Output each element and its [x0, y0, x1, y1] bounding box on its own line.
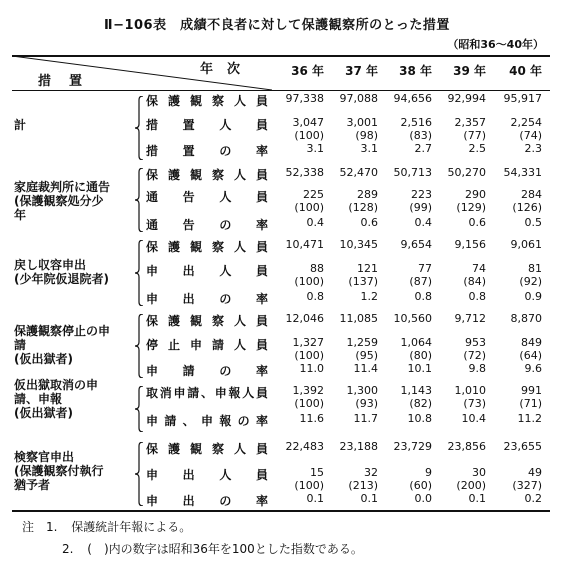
cell-value: 52,470: [339, 166, 378, 179]
table-cell: [322, 262, 378, 288]
cell-value: 849: [521, 336, 542, 349]
row-label: 保護観察人員: [146, 314, 268, 328]
table-cell: [322, 290, 378, 303]
cell-value: 1,300: [346, 384, 378, 397]
cell-value: 12,046: [285, 312, 324, 325]
table-cell: [322, 492, 378, 505]
table-cell: [268, 216, 324, 229]
cell-index: (128): [348, 201, 378, 214]
cell-index: (92): [519, 275, 542, 288]
cell-value: 3,047: [292, 116, 324, 129]
cell-value: 23,188: [339, 440, 378, 453]
table-cell: [268, 362, 324, 375]
cell-index: (200): [456, 479, 486, 492]
cell-value: 1,327: [292, 336, 324, 349]
cell-value: 9.8: [468, 362, 486, 375]
table-cell: [322, 384, 378, 410]
cell-value: 10.4: [461, 412, 486, 425]
table-cell: [430, 466, 486, 492]
note-2: [62, 540, 363, 557]
table-cell: [268, 312, 324, 325]
note-1-marker: 注 1.: [22, 520, 58, 534]
cell-value: 1,392: [292, 384, 324, 397]
cell-value: 3.1: [306, 142, 324, 155]
year-header-40: 40 年: [509, 64, 542, 78]
row-label: 申出の率: [146, 494, 268, 508]
cell-value: 0.8: [468, 290, 486, 303]
group-label: [14, 450, 132, 492]
cell-value: 290: [465, 188, 486, 201]
table-cell: [486, 142, 542, 155]
table-cell: [486, 166, 542, 179]
group-label-line: 計: [14, 118, 27, 132]
cell-index: (99): [409, 201, 432, 214]
table-cell: [376, 92, 432, 105]
group-brace: [134, 168, 144, 232]
table-cell: [322, 412, 378, 425]
cell-value: 15: [310, 466, 324, 479]
cell-value: 223: [411, 188, 432, 201]
group-label-line: 請: [14, 338, 27, 352]
row-label: 通告の率: [146, 218, 268, 232]
cell-value: 52,338: [285, 166, 324, 179]
cell-value: 88: [310, 262, 324, 275]
cell-index: (137): [348, 275, 378, 288]
cell-value: 0.8: [414, 290, 432, 303]
table-cell: [268, 116, 324, 142]
table-cell: [376, 216, 432, 229]
cell-index: (60): [409, 479, 432, 492]
year-header-38: 38 年: [399, 64, 432, 78]
cell-index: (77): [463, 129, 486, 142]
group-label-line: 家庭裁判所に通告: [14, 180, 111, 194]
cell-value: 97,338: [285, 92, 324, 105]
group-brace: [134, 442, 144, 506]
cell-value: 94,656: [393, 92, 432, 105]
table-cell: [322, 216, 378, 229]
table-cell: [268, 188, 324, 214]
table-cell: [430, 188, 486, 214]
table-cell: [376, 492, 432, 505]
cell-value: 9,712: [454, 312, 486, 325]
cell-index: (71): [519, 397, 542, 410]
row-label: 申出人員: [146, 264, 268, 278]
cell-index: (213): [348, 479, 378, 492]
table-cell: [376, 384, 432, 410]
cell-value: 284: [521, 188, 542, 201]
table-cell: [322, 188, 378, 214]
table-cell: [430, 166, 486, 179]
cell-value: 54,331: [503, 166, 542, 179]
cell-value: 2.7: [414, 142, 432, 155]
table-cell: [376, 290, 432, 303]
note-1-text: 保護統計年報による。: [71, 520, 192, 534]
cell-value: 1,064: [400, 336, 432, 349]
group-label-line: 年: [14, 208, 27, 222]
group-label-line: 仮出獄取消の申: [14, 378, 99, 392]
table-cell: [376, 362, 432, 375]
cell-value: 30: [472, 466, 486, 479]
cell-value: 0.1: [306, 492, 324, 505]
cell-value: 0.4: [414, 216, 432, 229]
cell-value: 11.6: [299, 412, 324, 425]
cell-index: (72): [463, 349, 486, 362]
cell-index: (95): [355, 349, 378, 362]
cell-index: (126): [512, 201, 542, 214]
table-cell: [430, 336, 486, 362]
table-cell: [268, 384, 324, 410]
cell-value: 991: [521, 384, 542, 397]
cell-value: 0.2: [524, 492, 542, 505]
cell-value: 10,471: [285, 238, 324, 251]
cell-index: (64): [519, 349, 542, 362]
cell-value: 2,516: [400, 116, 432, 129]
cell-value: 0.1: [468, 492, 486, 505]
cell-value: 11,085: [339, 312, 378, 325]
table-cell: [376, 166, 432, 179]
bottom-rule: [12, 510, 550, 512]
table-cell: [486, 336, 542, 362]
cell-index: (100): [294, 129, 324, 142]
cell-value: 1,143: [400, 384, 432, 397]
table-cell: [376, 238, 432, 251]
cell-value: 97,088: [339, 92, 378, 105]
table-cell: [268, 412, 324, 425]
table-period: （昭和36〜40年）: [447, 38, 544, 51]
cell-value: 0.1: [360, 492, 378, 505]
cell-index: (129): [456, 201, 486, 214]
table-cell: [430, 384, 486, 410]
table-cell: [322, 142, 378, 155]
table-cell: [430, 116, 486, 142]
table-cell: [486, 412, 542, 425]
table-cell: [430, 362, 486, 375]
cell-index: (87): [409, 275, 432, 288]
cell-value: 50,713: [393, 166, 432, 179]
cell-value: 9,654: [400, 238, 432, 251]
group-label: [14, 324, 132, 366]
table-cell: [376, 262, 432, 288]
table-cell: [486, 492, 542, 505]
group-brace: [134, 386, 144, 432]
table-cell: [430, 238, 486, 251]
table-cell: [322, 166, 378, 179]
cell-value: 95,917: [503, 92, 542, 105]
cell-value: 9: [425, 466, 432, 479]
table-cell: [268, 166, 324, 179]
cell-index: (327): [512, 479, 542, 492]
group-label-line: (保護観察処分少: [14, 194, 104, 208]
cell-value: 0.9: [524, 290, 542, 303]
group-label-line: 保護観察停止の申: [14, 324, 111, 338]
group-label: [14, 118, 132, 132]
table-cell: [376, 116, 432, 142]
table-cell: [430, 216, 486, 229]
table-cell: [430, 262, 486, 288]
cell-index: (100): [294, 275, 324, 288]
cell-value: 0.4: [306, 216, 324, 229]
table-cell: [486, 466, 542, 492]
cell-value: 121: [357, 262, 378, 275]
table-cell: [268, 440, 324, 453]
year-header-37: 37 年: [345, 64, 378, 78]
table-cell: [322, 238, 378, 251]
table-cell: [486, 216, 542, 229]
table-cell: [268, 290, 324, 303]
table-cell: [486, 440, 542, 453]
table-cell: [486, 384, 542, 410]
cell-index: (100): [294, 479, 324, 492]
cell-index: (100): [294, 397, 324, 410]
cell-index: (100): [294, 201, 324, 214]
cell-value: 10,560: [393, 312, 432, 325]
note-2-marker: 2.: [62, 542, 74, 556]
row-label: 取消申請、申報人員: [146, 386, 268, 400]
cell-value: 74: [472, 262, 486, 275]
cell-value: 3.1: [360, 142, 378, 155]
table-cell: [376, 142, 432, 155]
table-cell: [268, 92, 324, 105]
table-cell: [430, 312, 486, 325]
row-label: 停止申請人員: [146, 338, 268, 352]
cell-value: 77: [418, 262, 432, 275]
table-cell: [376, 188, 432, 214]
group-label-line: (仮出獄者): [14, 352, 73, 366]
table-cell: [376, 466, 432, 492]
group-label: [14, 258, 132, 286]
cell-value: 10.1: [407, 362, 432, 375]
cell-value: 953: [465, 336, 486, 349]
cell-value: 2,254: [510, 116, 542, 129]
row-label: 措置人員: [146, 118, 268, 132]
group-label-line: 戻し収容申出: [14, 258, 87, 272]
cell-index: (73): [463, 397, 486, 410]
cell-value: 1,010: [454, 384, 486, 397]
cell-index: (80): [409, 349, 432, 362]
table-cell: [268, 238, 324, 251]
row-label: 申請、申報の率: [146, 414, 268, 428]
cell-value: 225: [303, 188, 324, 201]
table-cell: [322, 312, 378, 325]
cell-value: 0.0: [414, 492, 432, 505]
cell-value: 11.2: [517, 412, 542, 425]
cell-value: 9.6: [524, 362, 542, 375]
table-cell: [486, 262, 542, 288]
cell-index: (100): [294, 349, 324, 362]
group-brace: [134, 240, 144, 306]
cell-value: 23,655: [503, 440, 542, 453]
cell-value: 289: [357, 188, 378, 201]
table-cell: [486, 362, 542, 375]
header-rule: [12, 90, 550, 91]
cell-value: 23,856: [447, 440, 486, 453]
table-cell: [322, 362, 378, 375]
table-cell: [376, 412, 432, 425]
cell-value: 0.6: [468, 216, 486, 229]
group-label: [14, 378, 132, 420]
table-cell: [268, 492, 324, 505]
table-cell: [430, 290, 486, 303]
table-cell: [430, 92, 486, 105]
row-label: 保護観察人員: [146, 240, 268, 254]
row-label: 措置の率: [146, 144, 268, 158]
cell-value: 9,156: [454, 238, 486, 251]
cell-index: (98): [355, 129, 378, 142]
cell-value: 92,994: [447, 92, 486, 105]
table-cell: [322, 466, 378, 492]
cell-value: 22,483: [285, 440, 324, 453]
table-cell: [322, 440, 378, 453]
table-cell: [486, 188, 542, 214]
group-brace: [134, 96, 144, 160]
table-cell: [268, 336, 324, 362]
cell-value: 2,357: [454, 116, 486, 129]
cell-value: 2.3: [524, 142, 542, 155]
table-cell: [322, 336, 378, 362]
table-cell: [486, 312, 542, 325]
table-cell: [268, 142, 324, 155]
group-label-line: (保護観察付執行: [14, 464, 104, 478]
table-cell: [268, 466, 324, 492]
year-header-39: 39 年: [453, 64, 486, 78]
cell-value: 0.6: [360, 216, 378, 229]
cell-value: 81: [528, 262, 542, 275]
cell-value: 10.8: [407, 412, 432, 425]
header-measure-label: 措置: [38, 74, 101, 89]
group-brace: [134, 314, 144, 378]
row-label: 申出人員: [146, 468, 268, 482]
group-label-line: (仮出獄者): [14, 406, 73, 420]
cell-value: 11.4: [353, 362, 378, 375]
table-cell: [322, 92, 378, 105]
table-cell: [376, 336, 432, 362]
table-cell: [430, 440, 486, 453]
group-label-line: 請、申報: [14, 392, 63, 406]
table-cell: [376, 440, 432, 453]
cell-value: 3,001: [346, 116, 378, 129]
row-label: 保護観察人員: [146, 442, 268, 456]
cell-value: 8,870: [510, 312, 542, 325]
row-label: 保護観察人員: [146, 168, 268, 182]
cell-value: 50,270: [447, 166, 486, 179]
header-year-label: 年次: [200, 62, 255, 77]
cell-value: 10,345: [339, 238, 378, 251]
cell-value: 9,061: [510, 238, 542, 251]
row-label: 申出の率: [146, 292, 268, 306]
cell-value: 32: [364, 466, 378, 479]
cell-value: 0.5: [524, 216, 542, 229]
year-header-36: 36 年: [291, 64, 324, 78]
cell-value: 1,259: [346, 336, 378, 349]
cell-value: 11.0: [299, 362, 324, 375]
row-label: 保護観察人員: [146, 94, 268, 108]
group-label: [14, 180, 132, 222]
table-cell: [486, 116, 542, 142]
note-1: [22, 518, 191, 535]
table-cell: [376, 312, 432, 325]
group-label-line: 検察官申出: [14, 450, 75, 464]
cell-value: 23,729: [393, 440, 432, 453]
table-cell: [430, 492, 486, 505]
cell-value: 11.7: [353, 412, 378, 425]
table-cell: [430, 412, 486, 425]
cell-index: (83): [409, 129, 432, 142]
cell-value: 1.2: [360, 290, 378, 303]
table-title: Ⅱ−106表 成績不良者に対して保護観察所のとった措置: [104, 18, 450, 33]
cell-index: (82): [409, 397, 432, 410]
row-label: 通告人員: [146, 190, 268, 204]
cell-index: (74): [519, 129, 542, 142]
row-label: 申請の率: [146, 364, 268, 378]
cell-value: 49: [528, 466, 542, 479]
table-cell: [322, 116, 378, 142]
table-cell: [268, 262, 324, 288]
cell-index: (84): [463, 275, 486, 288]
group-label-line: (少年院仮退院者): [14, 272, 109, 286]
cell-value: 2.5: [468, 142, 486, 155]
table-cell: [486, 92, 542, 105]
table-cell: [430, 142, 486, 155]
cell-index: (93): [355, 397, 378, 410]
group-label-line: 猶予者: [14, 478, 51, 492]
cell-value: 0.8: [306, 290, 324, 303]
note-2-text: ( )内の数字は昭和36年を100とした指数である。: [87, 542, 363, 556]
table-cell: [486, 238, 542, 251]
table-cell: [486, 290, 542, 303]
